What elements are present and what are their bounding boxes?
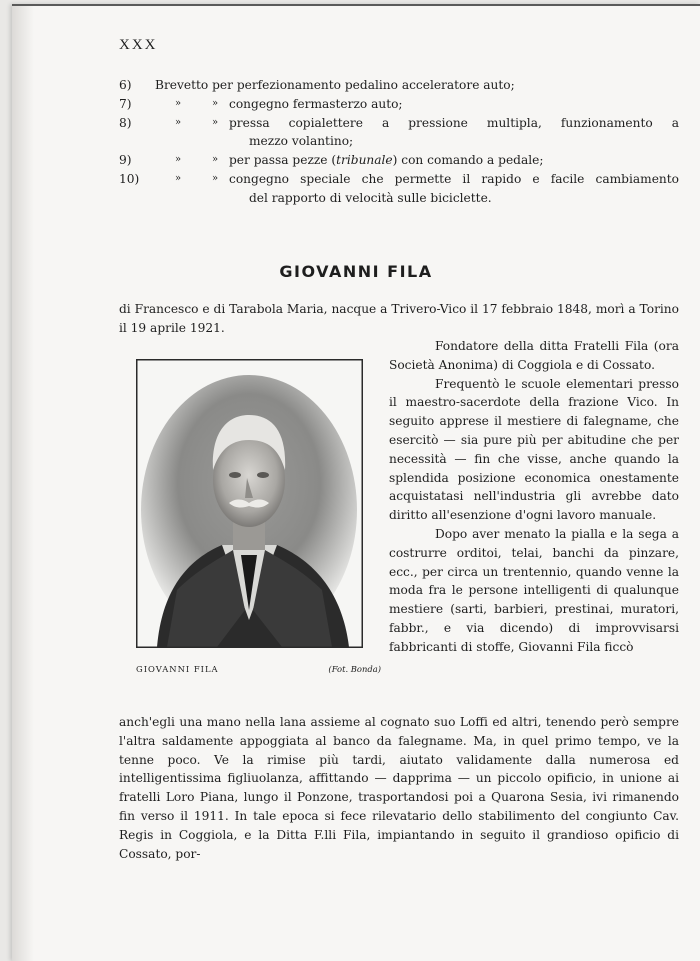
paragraph: anch'egli una mano nella lana assieme al cognato suo Loffi ed altri, tenendo però sempre l'altra saldamente appoggiata al banco da falegname. Ma, in quel primo tempo, ve la tenne poco. Ve la rimise più tardi, aiutato validamente dalla numerosa ed intelligentissima figliuolanza, affittando — dapprima — un piccolo opificio, in unione ai fratelli Loro Piana, lungo il Ponzone, trasportandosi poi a Quarona Sesia, ivi rimanendo fin verso il 1911. In tale epoca si fece rilevatario dello stabilimento del congiunto Cav. Regis in Coggiola, e la Ditta F.lli Fila, impiantando in seguito il grandioso opificio di Cossato, por- bbox=[119, 715, 679, 861]
patent-text: pressa copialettere a pressione multipla, funzionamento a bbox=[229, 115, 679, 130]
patent-list bbox=[119, 76, 679, 208]
bottom-text bbox=[119, 713, 679, 863]
patent-item bbox=[119, 114, 679, 133]
photo-credit: (Fot. Bonda) bbox=[328, 664, 381, 674]
intro-paragraph: di Francesco e di Tarabola Maria, nacque a Trivero-Vico il 17 febbraio 1848, morì a Torino il 19 aprile 1921. bbox=[119, 302, 679, 335]
ditto-mark: » bbox=[174, 97, 182, 109]
patent-text-continuation: mezzo volantino; bbox=[249, 134, 354, 149]
ditto-mark: » bbox=[174, 116, 182, 128]
patent-number: 6) bbox=[119, 78, 132, 92]
book-page bbox=[12, 4, 700, 961]
photo-caption bbox=[136, 664, 381, 674]
patent-number: 8) bbox=[119, 115, 132, 130]
ditto-mark: » bbox=[211, 154, 219, 166]
page-gutter-shadow bbox=[12, 4, 34, 961]
patent-text: Brevetto per perfezionamento pedalino acceleratore auto; bbox=[155, 78, 515, 92]
ditto-mark: » bbox=[211, 116, 219, 128]
paragraph: Dopo aver menato la pialla e la sega a costrurre orditoi, telai, banchi da pinzare, ecc., per circa un trentennio, quando venne la moda fra le persone intelligenti di qualunque mestiere (sarti, barbieri, prestinai, muratori, fabbr., e via dicendo) di improvvisarsi fabbricanti di stoffe, Giovanni Fila ficcò bbox=[389, 526, 679, 654]
patent-text-part: per passa pezze ( bbox=[229, 153, 337, 168]
patent-text-continuation: del rapporto di velocità sulle biciclette. bbox=[249, 190, 492, 205]
patent-text bbox=[229, 151, 679, 170]
patent-item bbox=[119, 95, 679, 114]
patent-text-part: ) con comando a pedale; bbox=[392, 153, 544, 168]
ditto-mark: » bbox=[174, 172, 182, 184]
photo-caption-name: GIOVANNI FILA bbox=[136, 664, 219, 674]
patent-text: congegno speciale che permette il rapido e facile cambiamento bbox=[229, 171, 679, 186]
paragraph: Fondatore della ditta Fratelli Fila (ora Società Anonima) di Coggiola e di Cossato. bbox=[389, 339, 679, 372]
right-column-text bbox=[389, 337, 679, 657]
patent-item bbox=[119, 151, 679, 170]
ditto-mark: » bbox=[174, 154, 182, 166]
patent-number: 10) bbox=[119, 171, 140, 186]
patent-item bbox=[119, 170, 679, 189]
page-number: XXX bbox=[119, 37, 158, 53]
patent-number: 7) bbox=[119, 96, 132, 111]
patent-item bbox=[119, 76, 679, 95]
patent-number: 9) bbox=[119, 153, 132, 168]
ditto-mark: » bbox=[211, 172, 219, 184]
top-edge-line bbox=[12, 4, 700, 6]
patent-text: congegno fermasterzo auto; bbox=[229, 96, 403, 111]
ditto-mark: » bbox=[211, 97, 219, 109]
portrait-photo bbox=[136, 359, 363, 648]
patent-text-italic: tribunale bbox=[336, 153, 393, 168]
section-title: GIOVANNI FILA bbox=[279, 262, 433, 281]
portrait-image bbox=[137, 360, 362, 647]
paragraph: Frequentò le scuole elementari presso il maestro-sacerdote della frazione Vico. In seguito apprese il mestiere di falegname, che esercitò — sia pure più per abitudine che per necessità — fin che visse, anche quando la splendida posizione economica onestamente acquistatasi nell'industria gli avrebbe dato diritto all'esenzione d'ogni lavoro manuale. bbox=[389, 376, 679, 523]
